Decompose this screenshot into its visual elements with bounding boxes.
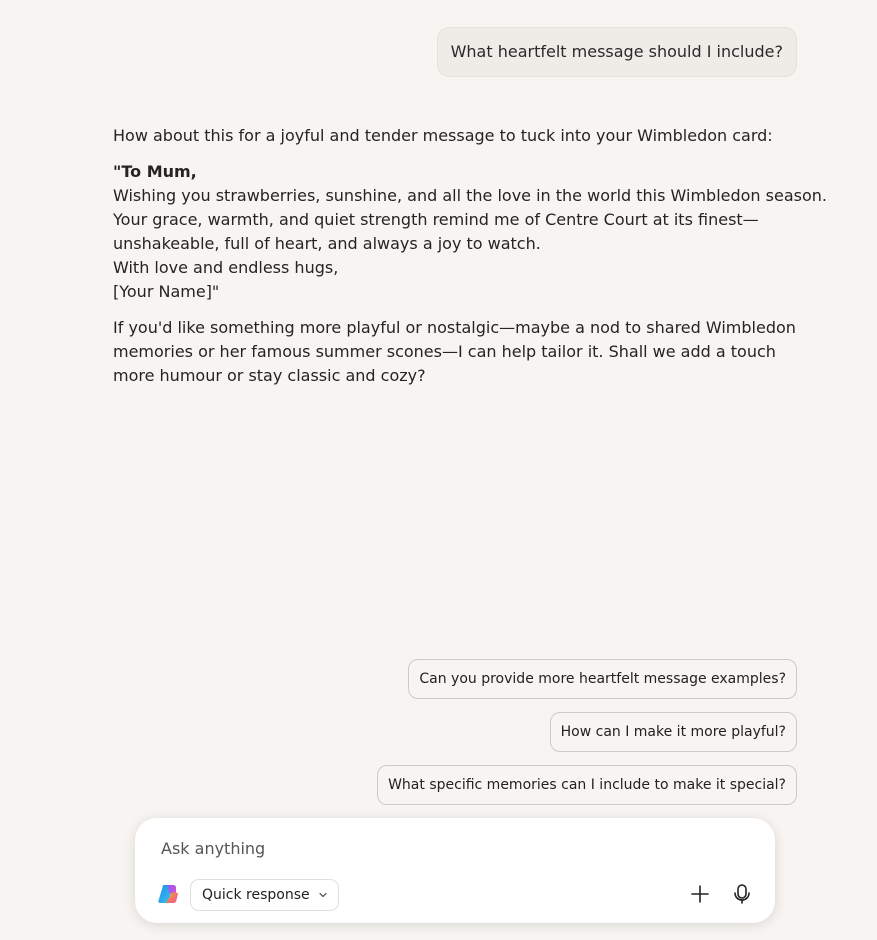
card-line: unshakeable, full of heart, and always a joy to watch.	[113, 234, 541, 253]
card-line: With love and endless hugs,	[113, 258, 339, 277]
card-line: Wishing you strawberries, sunshine, and all the love in the world this Wimbledon season.	[113, 186, 827, 205]
ask-input[interactable]	[143, 824, 767, 872]
assistant-followup: If you'd like something more playful or nostalgic—maybe a nod to shared Wimbledon memories or her famous summer scones—I can help tailor it. Shall we add a touch more humour or stay classic and cozy?	[113, 318, 796, 385]
microphone-icon[interactable]	[730, 882, 754, 906]
assistant-intro: How about this for a joyful and tender message to tuck into your Wimbledon card:	[113, 126, 773, 145]
suggestion-chip[interactable]: Can you provide more heartfelt message examples?	[408, 659, 797, 699]
response-mode-select[interactable]	[190, 879, 339, 911]
card-line: Your grace, warmth, and quiet strength remind me of Centre Court at its finest—	[113, 210, 759, 229]
suggestion-list	[377, 659, 797, 805]
response-mode-label: Quick response	[202, 887, 310, 903]
assistant-response	[113, 124, 827, 400]
plus-icon[interactable]	[688, 882, 712, 906]
copilot-logo-icon	[157, 883, 179, 905]
composer	[135, 818, 775, 923]
user-message-text: What heartfelt message should I include?	[450, 42, 783, 61]
chevron-down-icon	[318, 890, 328, 900]
user-message-bubble	[437, 27, 797, 77]
card-message	[113, 160, 827, 304]
card-line: [Your Name]"	[113, 282, 220, 301]
suggestion-chip[interactable]: What specific memories can I include to make it special?	[377, 765, 797, 805]
card-greeting: "To Mum,	[113, 162, 197, 181]
suggestion-chip[interactable]: How can I make it more playful?	[550, 712, 797, 752]
